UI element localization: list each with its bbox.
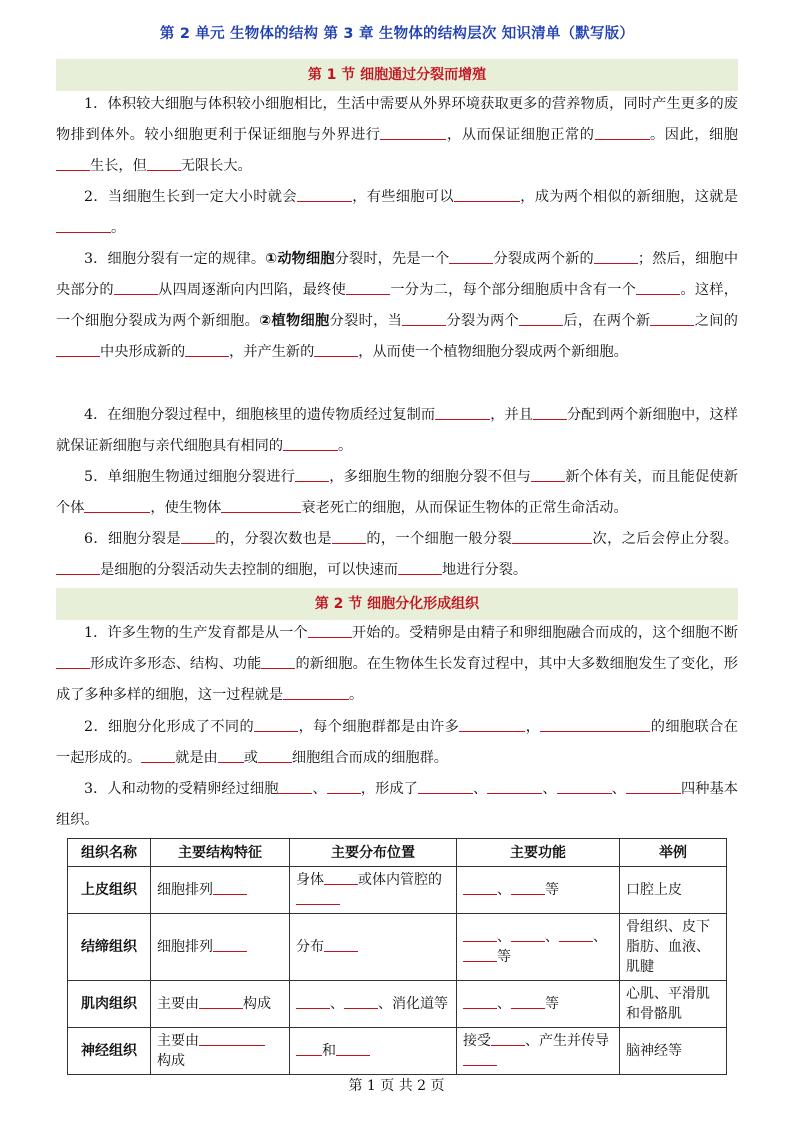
table-cell: 、 等 [457, 981, 620, 1028]
page-footer: 第 1 页 共 2 页 [348, 1078, 445, 1094]
table-cell: 主要由 构成 [151, 1028, 290, 1075]
paragraph-1-2: 2．当细胞生长到一定大小时就会 ，有些细胞可以 ，成为两个相似的新细胞，这就是。 [56, 182, 738, 244]
table-header: 组织名称 [68, 839, 151, 867]
table-cell: 口腔上皮 [620, 867, 727, 914]
paragraph-1-6: 6．细胞分裂是 的，分裂次数也是 的，一个细胞一般分裂 次，之后会停止分裂。是细胞的分裂活动失去控制的细胞，可以快速而 地进行分裂。 [56, 524, 738, 586]
paragraph-2-3: 3．人和动物的受精卵经过细胞 、 ，形成了 、 、 、 四种基本组织。 [56, 781, 738, 828]
table-row [68, 1028, 727, 1075]
table-cell: 细胞排列 [151, 867, 290, 914]
table-cell: 细胞排列 [151, 914, 290, 981]
table-cell: 脑神经等 [620, 1028, 727, 1075]
table-cell: 接受 、产生并传导 [457, 1028, 620, 1075]
table-cell: 神经组织 [68, 1028, 151, 1075]
paragraph-1-1: 1．体积较大细胞与体积较小细胞相比，生活中需要从外界环境获取更多的营养物质，同时产生更多的废物排到体外。较小细胞更利于保证细胞与外界进行 ，从而保证细胞正常的 。因此，细胞生长，但 无限长大。 [56, 96, 738, 174]
paragraph-1-3: 3．细胞分裂有一定的规律。①动物细胞分裂时，先是一个 分裂成两个新的 ；然后，细胞中央部分的 从四周逐渐向内凹陷，最终使 一分为二，每个部分细胞质中含有一个 。这样，一个细胞分裂成为两个新细胞。②植物细胞分裂时，当 分裂为两个 后，在两个新 之间的中央形成新的 ，并产生新的 ，从而使一个植物细胞分裂成两个新细胞。 [56, 251, 739, 360]
table-header: 主要结构特征 [151, 839, 290, 867]
table-cell: 心肌、平滑肌和骨骼肌 [620, 981, 727, 1028]
table-cell: 、 、消化道等 [290, 981, 457, 1028]
table-cell: 、 等 [457, 867, 620, 914]
table-cell: 主要由 构成 [151, 981, 290, 1028]
table-cell: 、 、 、 等 [457, 914, 620, 981]
table-header: 主要功能 [457, 839, 620, 867]
table-row [68, 867, 727, 914]
table-cell: 和 [290, 1028, 457, 1075]
paragraph-1-5: 5．单细胞生物通过细胞分裂进行 ，多细胞生物的细胞分裂不但与 新个体有关，而且能促使新个体 ，使生物体 衰老死亡的细胞，从而保证生物体的正常生命活动。 [56, 469, 738, 516]
section-heading-2: 第 2 节 细胞分化形成组织 [56, 588, 738, 620]
table-cell: 身体 或体内管腔的 [290, 867, 457, 914]
table-cell: 上皮组织 [68, 867, 151, 914]
table-header-row [68, 839, 727, 867]
paragraph-1-4: 4．在细胞分裂过程中，细胞核里的遗传物质经过复制而 ，并且 分配到两个新细胞中，这样就保证新细胞与亲代细胞具有相同的 。 [56, 407, 738, 454]
table-header: 主要分布位置 [290, 839, 457, 867]
table-cell: 肌肉组织 [68, 981, 151, 1028]
table-cell: 骨组织、皮下脂肪、血液、肌腱 [620, 914, 727, 981]
paragraph-2-1: 1．许多生物的生产发育都是从一个 开始的。受精卵是由精子和卵细胞融合而成的，这个细胞不断形成许多形态、结构、功能 的新细胞。在生物体生长发育过程中，其中大多数细胞发生了变化，形成了多种多样的细胞，这一过程就是 。 [56, 625, 738, 703]
table-row [68, 914, 727, 981]
page-title: 第 2 单元 生物体的结构 第 3 章 生物体的结构层次 知识清单（默写版） [159, 26, 635, 42]
section-heading-1: 第 1 节 细胞通过分裂而增殖 [56, 59, 738, 91]
tissue-table [67, 838, 727, 1075]
paragraph-2-2: 2．细胞分化形成了不同的 ，每个细胞群都是由许多 ， 的细胞联合在一起形成的。 就是由 或 细胞组合而成的细胞群。 [56, 719, 738, 766]
table-header: 举例 [620, 839, 727, 867]
table-row [68, 981, 727, 1028]
table-cell: 分布 [290, 914, 457, 981]
table-cell: 结缔组织 [68, 914, 151, 981]
